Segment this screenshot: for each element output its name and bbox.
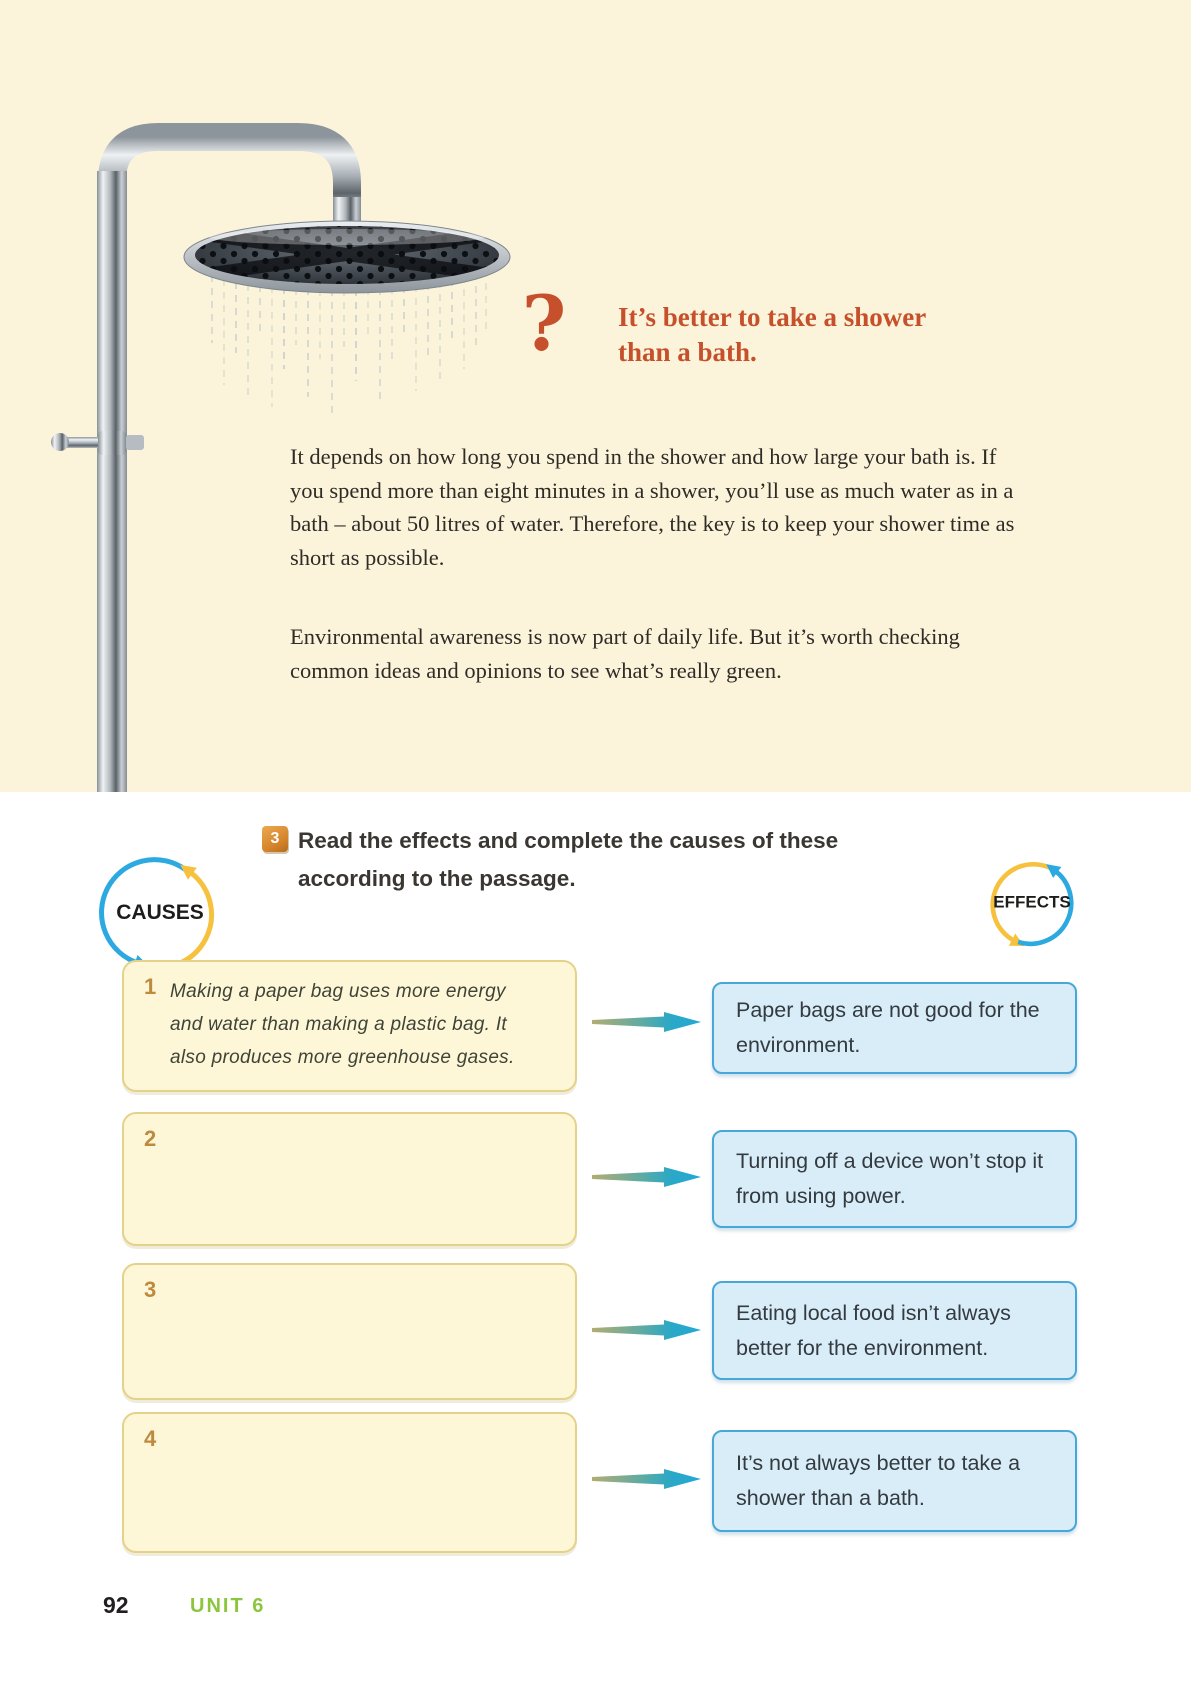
exercise-instruction: Read the effects and complete the causes of these according to the passage. [298, 828, 839, 891]
cause-number-1: 1 [144, 974, 157, 999]
effects-cycle-icon [984, 856, 1080, 952]
unit-label: UNIT 6 [190, 1595, 266, 1617]
effect-box-2 [712, 1130, 1077, 1228]
cause-number-3: 3 [144, 1277, 157, 1302]
cause-number-2: 2 [144, 1126, 157, 1151]
causes-label: CAUSES [116, 901, 204, 925]
exercise-number-badge: 3 [262, 826, 288, 852]
heading-line-2: than a bath. [618, 337, 757, 367]
passage-heading [618, 300, 926, 370]
page-number: 92 [103, 1592, 129, 1618]
cause-box-4[interactable] [122, 1412, 577, 1553]
effect-text-4: It’s not always better to take a shower than a bath. [736, 1451, 1021, 1510]
cause-box-1[interactable] [122, 960, 577, 1092]
rain-shower-head [181, 221, 514, 293]
question-mark-icon: ? [521, 279, 567, 368]
cause-effect-arrow-4 [592, 1466, 704, 1492]
effect-box-1 [712, 982, 1077, 1074]
cause-number-4: 4 [144, 1426, 157, 1451]
cause-box-3[interactable] [122, 1263, 577, 1400]
causes-cycle-icon [98, 853, 222, 977]
effects-label: EFFECTS [993, 892, 1071, 912]
effect-box-3 [712, 1281, 1077, 1380]
effect-box-4 [712, 1430, 1077, 1532]
cause-effect-arrow-3 [592, 1317, 704, 1343]
cause-answer-handwriting-1: Making a paper bag uses more energy and water than making a plastic bag. It also produces more greenhouse gases. [170, 981, 515, 1068]
shower-pole [97, 171, 127, 792]
heading-line-1: It’s better to take a shower [618, 302, 927, 332]
cause-box-2[interactable] [122, 1112, 577, 1246]
effect-text-2: Turning off a device won’t stop it from using power. [736, 1149, 1044, 1208]
effect-text-1: Paper bags are not good for the environment. [736, 998, 1040, 1057]
cause-effect-arrow-2 [592, 1164, 704, 1190]
cause-effect-arrow-1 [592, 1009, 704, 1035]
shower-arm [112, 137, 347, 209]
passage-paragraph-2: Environmental awareness is now part of daily life. But it’s worth checking common ideas and opinions to see what’s really green. [290, 624, 960, 683]
effect-text-3: Eating local food isn’t always better for the environment. [736, 1300, 1011, 1360]
passage-paragraph-1: It depends on how long you spend in the shower and how large your bath is. If you spend more than eight minutes in a shower, you’ll use as much water as in a bath – about 50 litres of water. Therefore, the key is to keep your shower time as short as possible. [290, 444, 1015, 570]
